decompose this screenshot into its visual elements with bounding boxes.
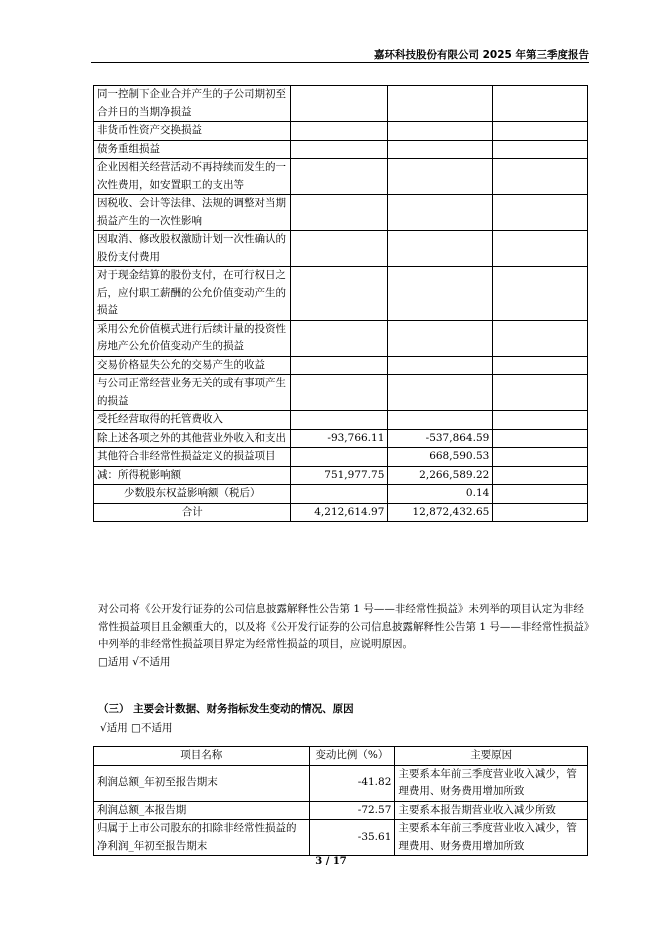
page-header: 嘉环科技股份有限公司 2025 年第三季度报告	[373, 49, 589, 61]
table-row	[94, 801, 588, 820]
table-row	[94, 356, 588, 375]
ytd-value: 668,590.53	[388, 448, 493, 467]
column-header: 变动比例（%）	[309, 747, 395, 766]
row-note	[493, 466, 588, 485]
row-label: 其他符合非经常性损益定义的损益项目	[94, 448, 291, 467]
row-label: 少数股东权益影响额（税后）	[94, 485, 291, 504]
total-row	[94, 503, 588, 522]
row-note	[493, 448, 588, 467]
table-header-row	[94, 747, 588, 766]
ytd-value: -537,864.59	[388, 429, 493, 448]
ytd-value	[388, 231, 493, 267]
ytd-value: 0.14	[388, 485, 493, 504]
table-row	[94, 485, 588, 504]
explanation-paragraph	[98, 601, 592, 671]
item-name: 归属于上市公司股东的扣除非经常性损益的净利润_年初至报告期末	[94, 820, 310, 856]
ytd-value	[388, 140, 493, 159]
row-note	[493, 122, 588, 141]
current-period-value	[291, 159, 388, 195]
ytd-value	[388, 122, 493, 141]
table-row	[94, 765, 588, 801]
table-row	[94, 820, 588, 856]
table-row	[94, 429, 588, 448]
current-period-value	[291, 267, 388, 321]
section-title: （三） 主要会计数据、财务指标发生变动的情况、原因	[98, 703, 354, 715]
row-note	[493, 267, 588, 321]
row-note	[493, 320, 588, 356]
current-period-value	[291, 122, 388, 141]
table-row	[94, 375, 588, 411]
ytd-value	[388, 375, 493, 411]
current-period-value	[291, 140, 388, 159]
current-period-value: 751,977.75	[291, 466, 388, 485]
current-period-value	[291, 375, 388, 411]
row-label: 交易价格显失公允的交易产生的收益	[94, 356, 291, 375]
applicability-options: □适用 √不适用	[98, 655, 171, 668]
total-label: 合计	[94, 503, 291, 522]
ytd-value	[388, 356, 493, 375]
current-period-value	[291, 411, 388, 430]
change-ratio: -72.57	[309, 801, 395, 820]
table-row	[94, 320, 588, 356]
row-note	[493, 195, 588, 231]
row-label: 债务重组损益	[94, 140, 291, 159]
current-period-value	[291, 231, 388, 267]
row-note	[493, 86, 588, 122]
main-reason: 主要系本报告期营业收入减少所致	[395, 801, 588, 820]
row-label: 对于现金结算的股份支付，在可行权日之后，应付职工薪酬的公允价值变动产生的损益	[94, 267, 291, 321]
column-header: 主要原因	[395, 747, 588, 766]
table-row	[94, 140, 588, 159]
row-note	[493, 140, 588, 159]
current-period-total: 4,212,614.97	[291, 503, 388, 522]
row-label: 采用公允价值模式进行后续计量的投资性房地产公允价值变动产生的损益	[94, 320, 291, 356]
ytd-total: 12,872,432.65	[388, 503, 493, 522]
current-period-value: -93,766.11	[291, 429, 388, 448]
row-label: 因取消、修改股权激励计划一次性确认的股份支付费用	[94, 231, 291, 267]
row-label: 减：所得税影响额	[94, 466, 291, 485]
row-note	[493, 231, 588, 267]
change-ratio: -41.82	[309, 765, 395, 801]
main-reason: 主要系本年前三季度营业收入减少，管理费用、财务费用增加所致	[395, 820, 588, 856]
table-row	[94, 86, 588, 122]
current-period-value	[291, 448, 388, 467]
section-applicability: √适用 □不适用	[100, 722, 173, 734]
explanation-text: 对公司将《公开发行证券的公司信息披露解释性公告第 1 号——非经常性损益》未列举的项目认定为非经常性损益项目且金额重大的，以及将《公开发行证券的公司信息披露解释性公告第 1 号——非经常性损益》中列举的非经常性损益项目界定为经常性损益的项目，应说明原因。	[98, 603, 590, 650]
item-name: 利润总额_本报告期	[94, 801, 310, 820]
ytd-value	[388, 320, 493, 356]
current-period-value	[291, 485, 388, 504]
current-period-value	[291, 86, 388, 122]
row-note	[493, 503, 588, 522]
row-note	[493, 411, 588, 430]
table-row	[94, 159, 588, 195]
row-note	[493, 485, 588, 504]
ytd-value	[388, 86, 493, 122]
table-row	[94, 267, 588, 321]
row-label: 非货币性资产交换损益	[94, 122, 291, 141]
row-label: 受托经营取得的托管费收入	[94, 411, 291, 430]
row-label: 除上述各项之外的其他营业外收入和支出	[94, 429, 291, 448]
change-ratio: -35.61	[309, 820, 395, 856]
main-reason: 主要系本年前三季度营业收入减少，管理费用、财务费用增加所致	[395, 765, 588, 801]
row-note	[493, 429, 588, 448]
row-note	[493, 356, 588, 375]
ytd-value	[388, 195, 493, 231]
item-name: 利润总额_年初至报告期末	[94, 765, 310, 801]
row-note	[493, 159, 588, 195]
row-label: 企业因相关经营活动不再持续而发生的一次性费用，如安置职工的支出等	[94, 159, 291, 195]
page-number: 3 / 17	[315, 856, 347, 867]
row-label: 同一控制下企业合并产生的子公司期初至合并日的当期净损益	[94, 86, 291, 122]
row-label: 因税收、会计等法律、法规的调整对当期损益产生的一次性影响	[94, 195, 291, 231]
header-rule	[91, 62, 589, 63]
ytd-value	[388, 159, 493, 195]
table-row	[94, 448, 588, 467]
row-label: 与公司正常经营业务无关的或有事项产生的损益	[94, 375, 291, 411]
ytd-value	[388, 411, 493, 430]
current-period-value	[291, 320, 388, 356]
indicator-change-table	[93, 746, 588, 856]
ytd-value	[388, 267, 493, 321]
row-note	[493, 375, 588, 411]
table-row	[94, 195, 588, 231]
table-row	[94, 122, 588, 141]
ytd-value: 2,266,589.22	[388, 466, 493, 485]
table-row	[94, 466, 588, 485]
current-period-value	[291, 195, 388, 231]
column-header: 项目名称	[94, 747, 310, 766]
table-row	[94, 231, 588, 267]
table-row	[94, 411, 588, 430]
current-period-value	[291, 356, 388, 375]
non-recurring-gains-table	[93, 85, 588, 522]
